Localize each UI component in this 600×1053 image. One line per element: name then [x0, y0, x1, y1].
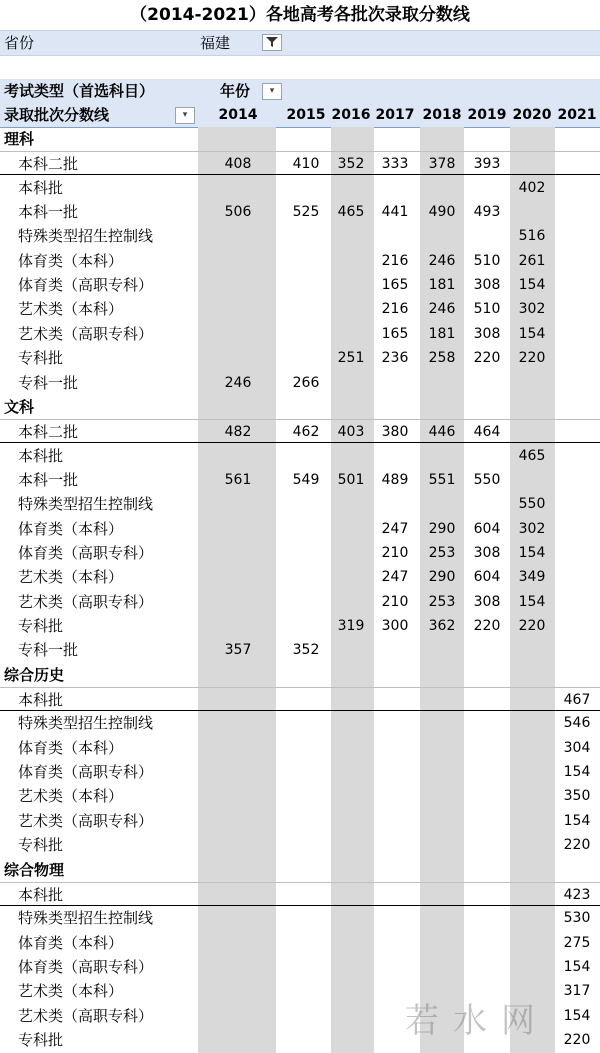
score-cell: 446	[428, 424, 456, 441]
score-cell: 333	[381, 156, 409, 173]
score-cell: 423	[563, 886, 591, 903]
score-cell: 462	[292, 424, 320, 441]
row-label: 艺术类（本科）	[18, 982, 124, 1001]
row-label: 体育类（本科）	[18, 738, 124, 757]
score-cell: 465	[337, 204, 365, 221]
score-cell: 246	[428, 252, 456, 269]
score-cell: 410	[292, 156, 320, 173]
row-label: 专科一批	[18, 373, 79, 392]
score-cell: 561	[224, 471, 252, 488]
score-cell: 408	[224, 156, 252, 173]
row-field-label: 考试类型（首选科目）	[4, 82, 155, 100]
table-row	[0, 906, 600, 930]
row-label: 专科批	[18, 617, 64, 635]
score-cell: 210	[381, 544, 409, 561]
score-cell: 393	[473, 156, 501, 173]
row-label: 艺术类（本科）	[18, 300, 124, 319]
score-cell: 530	[563, 910, 591, 927]
score-cell: 441	[381, 204, 409, 221]
row-label-header: 录取批次分数线	[4, 106, 110, 124]
row-label: 特殊类型招生控制线	[18, 227, 154, 246]
table-row	[0, 833, 600, 857]
score-cell: 490	[428, 204, 456, 221]
score-cell: 154	[518, 325, 546, 342]
score-cell: 493	[473, 204, 501, 221]
table-row	[0, 736, 600, 760]
row-label: 本科批	[18, 446, 64, 465]
section-header-row	[0, 663, 600, 687]
row-label: 本科一批	[18, 470, 79, 489]
pivot-filter-row	[0, 30, 600, 56]
year-header-4: 2018	[422, 107, 462, 123]
score-cell: 403	[337, 424, 365, 441]
row-label: 体育类（本科）	[18, 519, 124, 538]
score-cell: 319	[337, 618, 365, 634]
score-cell: 261	[518, 252, 546, 269]
score-cell: 467	[563, 692, 591, 709]
score-cell: 154	[563, 812, 591, 829]
score-cell: 464	[473, 424, 501, 441]
section-label: 理科	[4, 130, 35, 148]
score-cell: 247	[381, 520, 409, 537]
score-cell: 378	[428, 156, 456, 173]
filter-value: 福建	[200, 34, 231, 52]
table-row	[0, 931, 600, 955]
score-cell: 290	[428, 520, 456, 537]
row-label: 本科批	[18, 691, 64, 710]
score-cell: 154	[518, 544, 546, 561]
table-row	[0, 371, 600, 395]
row-label: 艺术类（高职专科）	[18, 811, 154, 830]
year-header-6: 2020	[512, 107, 552, 123]
row-label: 体育类（高职专科）	[18, 763, 154, 782]
score-cell: 510	[473, 301, 501, 318]
table-row	[0, 224, 600, 248]
score-cell: 154	[563, 1007, 591, 1024]
year-header-5: 2019	[467, 107, 507, 123]
score-cell: 362	[428, 618, 456, 634]
table-row	[0, 468, 600, 492]
score-cell: 308	[473, 593, 501, 610]
section-header-row	[0, 127, 600, 151]
row-label: 体育类（高职专科）	[18, 543, 154, 562]
row-label: 体育类（本科）	[18, 933, 124, 952]
score-cell: 546	[563, 715, 591, 732]
row-label: 体育类（高职专科）	[18, 957, 154, 976]
row-label: 专科一批	[18, 641, 79, 660]
table-row	[0, 176, 600, 200]
table-row	[0, 492, 600, 516]
score-cell: 154	[518, 277, 546, 294]
score-cell: 251	[337, 350, 365, 367]
row-label: 艺术类（高职专科）	[18, 324, 154, 343]
score-cell: 352	[292, 642, 320, 659]
score-cell: 489	[381, 471, 409, 488]
row-label: 专科批	[18, 349, 64, 368]
score-cell: 357	[224, 642, 252, 659]
score-cell: 253	[428, 593, 456, 610]
row-label: 体育类（高职专科）	[18, 276, 154, 295]
score-cell: 482	[224, 424, 252, 441]
year-dropdown-icon[interactable]: ▾	[262, 83, 282, 100]
score-cell: 501	[337, 471, 365, 488]
score-cell: 302	[518, 301, 546, 318]
section-header-row	[0, 858, 600, 882]
score-cell: 510	[473, 252, 501, 269]
row-label: 本科二批	[18, 155, 79, 174]
row-label: 体育类（本科）	[18, 251, 124, 270]
filter-label: 省份	[4, 34, 35, 52]
table-row	[0, 322, 600, 346]
header-row-2	[0, 103, 600, 128]
score-cell: 220	[518, 350, 546, 367]
row-label: 艺术类（本科）	[18, 568, 124, 587]
section-label: 综合物理	[4, 860, 65, 879]
score-cell: 352	[337, 156, 365, 173]
score-cell: 525	[292, 204, 320, 221]
header-row-1	[0, 79, 600, 103]
score-cell: 380	[381, 424, 409, 441]
table-row	[0, 760, 600, 784]
section-label: 文科	[4, 397, 35, 416]
score-cell: 216	[381, 252, 409, 269]
table-row	[0, 151, 600, 175]
score-cell: 246	[428, 301, 456, 318]
table-row	[0, 444, 600, 468]
score-cell: 181	[428, 277, 456, 294]
row-label: 艺术类（高职专科）	[18, 1006, 154, 1025]
score-cell: 220	[473, 618, 501, 634]
score-cell: 210	[381, 593, 409, 610]
score-cell: 308	[473, 277, 501, 294]
table-row	[0, 687, 600, 711]
score-cell: 253	[428, 544, 456, 561]
table-row	[0, 809, 600, 833]
score-cell: 236	[381, 350, 409, 367]
score-cell: 516	[518, 228, 546, 245]
table-row	[0, 419, 600, 443]
score-cell: 549	[292, 471, 320, 488]
score-cell: 302	[518, 520, 546, 537]
table-row	[0, 273, 600, 297]
table-row	[0, 614, 600, 638]
score-cell: 604	[473, 569, 501, 586]
score-cell: 551	[428, 471, 456, 488]
row-label: 本科批	[18, 178, 64, 197]
score-cell: 216	[381, 301, 409, 318]
row-label: 本科批	[18, 885, 64, 904]
row-label: 专科批	[18, 1030, 64, 1049]
score-cell: 154	[518, 593, 546, 610]
table-row	[0, 711, 600, 735]
column-field-label: 年份	[220, 82, 251, 100]
row-label: 本科二批	[18, 423, 79, 442]
section-label: 综合历史	[4, 665, 65, 684]
table-row	[0, 297, 600, 321]
score-cell: 275	[563, 934, 591, 951]
score-cell: 308	[473, 325, 501, 342]
year-header-0: 2014	[218, 107, 258, 123]
year-header-1: 2015	[286, 107, 326, 123]
row-label: 本科一批	[18, 203, 79, 222]
year-header-2: 2016	[331, 107, 371, 123]
score-cell: 317	[563, 983, 591, 1000]
row-label: 特殊类型招生控制线	[18, 909, 154, 928]
score-cell: 465	[518, 447, 546, 464]
table-row	[0, 346, 600, 370]
table-row	[0, 517, 600, 541]
row-label: 艺术类（高职专科）	[18, 592, 154, 611]
batch-dropdown-icon[interactable]: ▾	[175, 107, 195, 124]
score-cell: 506	[224, 204, 252, 221]
year-header-7: 2021	[557, 107, 597, 123]
score-cell: 165	[381, 325, 409, 342]
watermark: 若水网	[405, 1001, 549, 1041]
filter-funnel-icon[interactable]	[262, 34, 282, 51]
score-cell: 290	[428, 569, 456, 586]
score-cell: 402	[518, 179, 546, 196]
score-cell: 304	[563, 739, 591, 756]
sheet-title: （2014-2021）各地高考各批次录取分数线	[130, 5, 470, 25]
score-cell: 220	[473, 350, 501, 367]
score-cell: 220	[518, 618, 546, 634]
score-cell: 154	[563, 764, 591, 781]
score-cell: 220	[563, 1031, 591, 1048]
section-header-row	[0, 395, 600, 419]
score-cell: 258	[428, 350, 456, 367]
score-cell: 247	[381, 569, 409, 586]
table-row	[0, 784, 600, 808]
score-cell: 349	[518, 569, 546, 586]
row-label: 艺术类（本科）	[18, 787, 124, 806]
score-cell: 154	[563, 958, 591, 975]
table-row	[0, 565, 600, 589]
table-row	[0, 200, 600, 224]
score-cell: 300	[381, 618, 409, 634]
row-label: 专科批	[18, 836, 64, 855]
year-header-3: 2017	[375, 107, 415, 123]
score-cell: 165	[381, 277, 409, 294]
blank-row	[0, 55, 600, 80]
score-cell: 220	[563, 837, 591, 854]
score-cell: 308	[473, 544, 501, 561]
table-row	[0, 638, 600, 662]
score-cell: 550	[473, 471, 501, 488]
score-cell: 350	[563, 788, 591, 805]
table-row	[0, 955, 600, 979]
score-cell: 604	[473, 520, 501, 537]
table-row	[0, 882, 600, 906]
table-row	[0, 541, 600, 565]
table-row	[0, 590, 600, 614]
score-cell: 266	[292, 374, 320, 391]
score-cell: 550	[518, 496, 546, 513]
score-cell: 181	[428, 325, 456, 342]
row-label: 特殊类型招生控制线	[18, 495, 154, 514]
score-cell: 246	[224, 374, 252, 391]
row-label: 特殊类型招生控制线	[18, 714, 154, 733]
table-row	[0, 249, 600, 273]
